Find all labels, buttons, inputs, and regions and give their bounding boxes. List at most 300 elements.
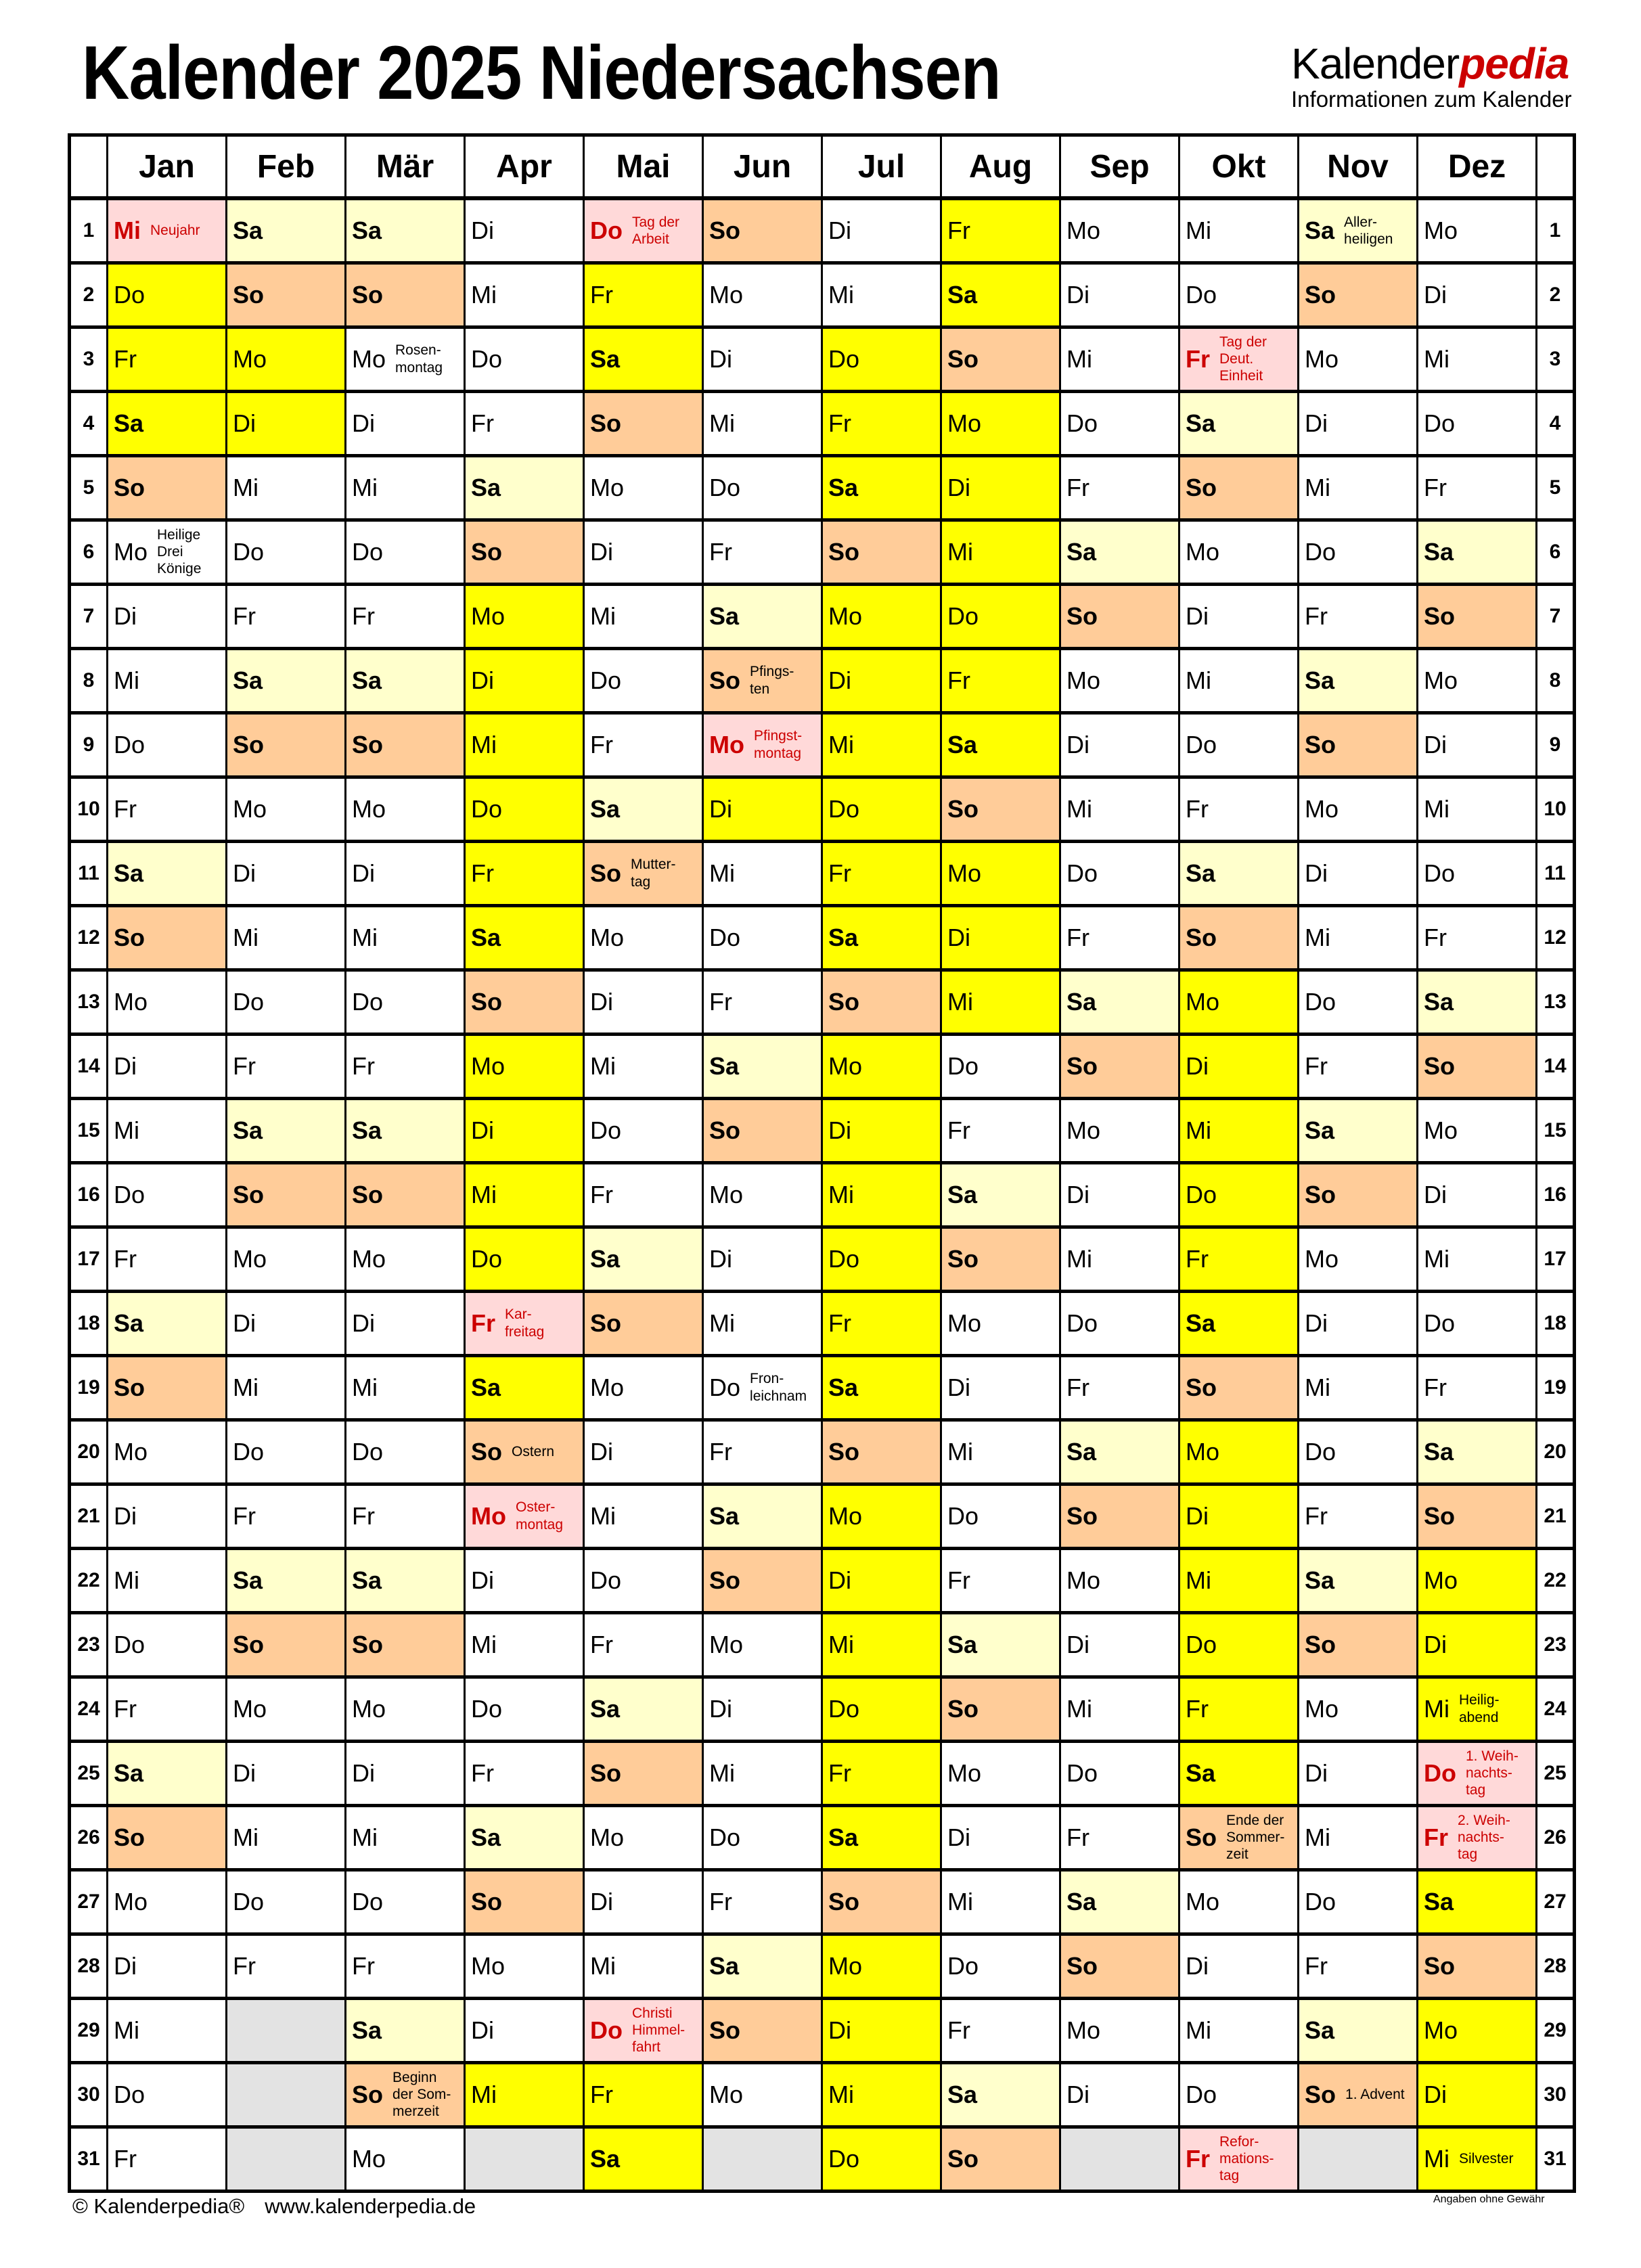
day-cell[interactable] [941,1098,1060,1162]
day-cell[interactable] [1060,2062,1179,2127]
day-cell[interactable] [1299,1098,1418,1162]
day-cell[interactable] [1179,777,1299,841]
day-cell[interactable] [346,2127,465,2191]
day-cell[interactable] [1299,1355,1418,1420]
day-cell[interactable] [703,198,822,263]
day-cell[interactable] [1299,455,1418,520]
day-cell[interactable] [1060,777,1179,841]
day-cell[interactable] [1179,841,1299,905]
day-cell[interactable] [465,1162,584,1227]
day-cell[interactable] [1179,327,1299,391]
day-cell[interactable] [584,327,703,391]
day-cell[interactable] [1299,905,1418,970]
day-cell[interactable] [1418,1227,1537,1291]
day-cell[interactable] [1179,1805,1299,1869]
day-cell[interactable] [1299,1034,1418,1098]
day-cell[interactable] [822,520,941,584]
day-cell[interactable] [1060,520,1179,584]
day-cell[interactable] [1299,648,1418,712]
day-cell[interactable] [703,584,822,648]
day-cell[interactable] [584,1227,703,1291]
day-cell[interactable] [465,712,584,777]
day-cell[interactable] [1179,648,1299,712]
day-cell[interactable] [1418,1805,1537,1869]
day-cell[interactable] [227,777,346,841]
day-cell[interactable] [346,198,465,263]
day-cell[interactable] [1179,1869,1299,1934]
day-cell[interactable] [1179,520,1299,584]
day-cell[interactable] [108,520,227,584]
day-cell[interactable] [703,1291,822,1355]
day-cell[interactable] [703,712,822,777]
day-cell[interactable] [346,1098,465,1162]
day-cell[interactable] [703,520,822,584]
day-cell[interactable] [941,1548,1060,1612]
day-cell[interactable] [1179,1741,1299,1805]
day-cell[interactable] [584,520,703,584]
day-cell[interactable] [1418,263,1537,327]
day-cell[interactable] [465,327,584,391]
day-cell[interactable] [941,1934,1060,1998]
day-cell[interactable] [346,1227,465,1291]
day-cell[interactable] [108,455,227,520]
day-cell[interactable] [941,1677,1060,1741]
day-cell[interactable] [1179,2127,1299,2191]
day-cell[interactable] [1418,1934,1537,1998]
day-cell[interactable] [584,1355,703,1420]
day-cell[interactable] [822,1484,941,1548]
day-cell[interactable] [465,1355,584,1420]
day-cell[interactable] [227,1805,346,1869]
day-cell[interactable] [108,841,227,905]
day-cell[interactable] [1299,1162,1418,1227]
day-cell[interactable] [465,1741,584,1805]
day-cell[interactable] [822,1355,941,1420]
day-cell[interactable] [1418,1869,1537,1934]
day-cell[interactable] [1299,712,1418,777]
day-cell[interactable] [465,263,584,327]
day-cell[interactable] [1179,391,1299,455]
day-cell[interactable] [703,1098,822,1162]
day-cell[interactable] [108,905,227,970]
day-cell[interactable] [1179,1098,1299,1162]
day-cell[interactable] [584,905,703,970]
day-cell[interactable] [108,712,227,777]
day-cell[interactable] [465,520,584,584]
day-cell[interactable] [1299,1677,1418,1741]
day-cell[interactable] [108,1998,227,2062]
day-cell[interactable] [941,391,1060,455]
day-cell[interactable] [941,1227,1060,1291]
day-cell[interactable] [108,2127,227,2191]
day-cell[interactable] [1418,905,1537,970]
day-cell[interactable] [584,198,703,263]
day-cell[interactable] [941,970,1060,1034]
day-cell[interactable] [584,1162,703,1227]
day-cell[interactable] [941,841,1060,905]
day-cell[interactable] [1179,2062,1299,2127]
day-cell[interactable] [703,2062,822,2127]
day-cell[interactable] [584,1805,703,1869]
day-cell[interactable] [822,777,941,841]
day-cell[interactable] [1179,1227,1299,1291]
day-cell[interactable] [584,1484,703,1548]
day-cell[interactable] [1418,841,1537,905]
day-cell[interactable] [822,2062,941,2127]
day-cell[interactable] [584,1998,703,2062]
day-cell[interactable] [703,1934,822,1998]
day-cell[interactable] [1418,198,1537,263]
day-cell[interactable] [584,1548,703,1612]
day-cell[interactable] [465,1420,584,1484]
day-cell[interactable] [584,970,703,1034]
day-cell[interactable] [584,1291,703,1355]
day-cell[interactable] [1299,1612,1418,1677]
day-cell[interactable] [703,1355,822,1420]
day-cell[interactable] [108,1548,227,1612]
day-cell[interactable] [346,327,465,391]
day-cell[interactable] [703,1805,822,1869]
day-cell[interactable] [465,1098,584,1162]
day-cell[interactable] [1418,327,1537,391]
day-cell[interactable] [1418,1998,1537,2062]
day-cell[interactable] [584,1741,703,1805]
day-cell[interactable] [465,970,584,1034]
day-cell[interactable] [1418,2127,1537,2191]
day-cell[interactable] [584,1934,703,1998]
day-cell[interactable] [941,1034,1060,1098]
day-cell[interactable] [465,584,584,648]
day-cell[interactable] [941,1162,1060,1227]
day-cell[interactable] [227,712,346,777]
day-cell[interactable] [227,263,346,327]
day-cell[interactable] [346,1805,465,1869]
day-cell[interactable] [108,1869,227,1934]
day-cell[interactable] [227,198,346,263]
day-cell[interactable] [941,1869,1060,1934]
day-cell[interactable] [1418,648,1537,712]
day-cell[interactable] [108,1098,227,1162]
day-cell[interactable] [346,1355,465,1420]
day-cell[interactable] [584,1612,703,1677]
day-cell[interactable] [822,905,941,970]
day-cell[interactable] [703,970,822,1034]
day-cell[interactable] [584,2127,703,2191]
day-cell[interactable] [1418,1162,1537,1227]
day-cell[interactable] [1179,905,1299,970]
day-cell[interactable] [1060,391,1179,455]
day-cell[interactable] [941,584,1060,648]
day-cell[interactable] [1060,1227,1179,1291]
day-cell[interactable] [227,1484,346,1548]
day-cell[interactable] [1060,1420,1179,1484]
day-cell[interactable] [1299,1741,1418,1805]
day-cell[interactable] [1179,1420,1299,1484]
day-cell[interactable] [1060,1034,1179,1098]
day-cell[interactable] [465,1291,584,1355]
day-cell[interactable] [108,1227,227,1291]
day-cell[interactable] [1299,391,1418,455]
day-cell[interactable] [584,391,703,455]
day-cell[interactable] [941,1291,1060,1355]
day-cell[interactable] [941,327,1060,391]
day-cell[interactable] [822,455,941,520]
day-cell[interactable] [703,905,822,970]
day-cell[interactable] [1179,1934,1299,1998]
day-cell[interactable] [1418,1420,1537,1484]
day-cell[interactable] [227,970,346,1034]
day-cell[interactable] [703,391,822,455]
day-cell[interactable] [822,1998,941,2062]
day-cell[interactable] [108,1677,227,1741]
day-cell[interactable] [465,1677,584,1741]
day-cell[interactable] [108,1420,227,1484]
day-cell[interactable] [465,2062,584,2127]
day-cell[interactable] [822,584,941,648]
day-cell[interactable] [822,1934,941,1998]
day-cell[interactable] [227,1227,346,1291]
day-cell[interactable] [346,1869,465,1934]
day-cell[interactable] [941,1612,1060,1677]
day-cell[interactable] [1418,1291,1537,1355]
day-cell[interactable] [703,1741,822,1805]
day-cell[interactable] [941,712,1060,777]
day-cell[interactable] [227,1162,346,1227]
day-cell[interactable] [1060,198,1179,263]
day-cell[interactable] [1060,263,1179,327]
day-cell[interactable] [822,1869,941,1934]
day-cell[interactable] [465,841,584,905]
day-cell[interactable] [346,970,465,1034]
day-cell[interactable] [941,905,1060,970]
day-cell[interactable] [227,648,346,712]
day-cell[interactable] [346,1162,465,1227]
day-cell[interactable] [703,1869,822,1934]
day-cell[interactable] [1418,1355,1537,1420]
day-cell[interactable] [1179,1034,1299,1098]
day-cell[interactable] [703,1227,822,1291]
day-cell[interactable] [346,520,465,584]
day-cell[interactable] [465,777,584,841]
day-cell[interactable] [703,327,822,391]
day-cell[interactable] [108,777,227,841]
day-cell[interactable] [584,263,703,327]
day-cell[interactable] [584,1869,703,1934]
day-cell[interactable] [703,1484,822,1548]
day-cell[interactable] [1179,1998,1299,2062]
day-cell[interactable] [227,584,346,648]
day-cell[interactable] [1060,455,1179,520]
day-cell[interactable] [1299,1998,1418,2062]
day-cell[interactable] [346,455,465,520]
day-cell[interactable] [1418,777,1537,841]
day-cell[interactable] [346,1612,465,1677]
day-cell[interactable] [941,1805,1060,1869]
day-cell[interactable] [227,1034,346,1098]
day-cell[interactable] [1418,1098,1537,1162]
day-cell[interactable] [941,1741,1060,1805]
day-cell[interactable] [941,1998,1060,2062]
day-cell[interactable] [1179,970,1299,1034]
day-cell[interactable] [1060,327,1179,391]
day-cell[interactable] [346,263,465,327]
day-cell[interactable] [1179,1291,1299,1355]
day-cell[interactable] [822,1162,941,1227]
day-cell[interactable] [1179,198,1299,263]
day-cell[interactable] [1299,1291,1418,1355]
day-cell[interactable] [822,648,941,712]
day-cell[interactable] [346,712,465,777]
day-cell[interactable] [941,455,1060,520]
day-cell[interactable] [1418,391,1537,455]
day-cell[interactable] [1060,1484,1179,1548]
day-cell[interactable] [822,841,941,905]
day-cell[interactable] [1060,841,1179,905]
day-cell[interactable] [227,1612,346,1677]
day-cell[interactable] [822,1741,941,1805]
day-cell[interactable] [1179,455,1299,520]
day-cell[interactable] [1299,2062,1418,2127]
day-cell[interactable] [1179,1548,1299,1612]
day-cell[interactable] [822,391,941,455]
day-cell[interactable] [1299,520,1418,584]
day-cell[interactable] [1060,1677,1179,1741]
day-cell[interactable] [1299,970,1418,1034]
day-cell[interactable] [108,1291,227,1355]
day-cell[interactable] [1418,584,1537,648]
day-cell[interactable] [703,455,822,520]
day-cell[interactable] [822,1805,941,1869]
day-cell[interactable] [465,1548,584,1612]
day-cell[interactable] [584,841,703,905]
day-cell[interactable] [346,905,465,970]
day-cell[interactable] [465,1805,584,1869]
day-cell[interactable] [1418,1741,1537,1805]
day-cell[interactable] [465,1934,584,1998]
day-cell[interactable] [822,198,941,263]
day-cell[interactable] [941,2127,1060,2191]
day-cell[interactable] [584,1677,703,1741]
day-cell[interactable] [346,1998,465,2062]
day-cell[interactable] [941,520,1060,584]
day-cell[interactable] [1418,455,1537,520]
day-cell[interactable] [465,905,584,970]
day-cell[interactable] [227,1355,346,1420]
day-cell[interactable] [1418,1484,1537,1548]
day-cell[interactable] [227,455,346,520]
day-cell[interactable] [1060,1098,1179,1162]
day-cell[interactable] [227,1869,346,1934]
day-cell[interactable] [1299,1420,1418,1484]
day-cell[interactable] [465,198,584,263]
day-cell[interactable] [584,712,703,777]
day-cell[interactable] [1299,327,1418,391]
day-cell[interactable] [1060,1355,1179,1420]
day-cell[interactable] [941,1355,1060,1420]
day-cell[interactable] [108,1355,227,1420]
day-cell[interactable] [822,1677,941,1741]
day-cell[interactable] [1060,1548,1179,1612]
day-cell[interactable] [1418,1034,1537,1098]
day-cell[interactable] [941,1484,1060,1548]
day-cell[interactable] [1299,1869,1418,1934]
day-cell[interactable] [108,1484,227,1548]
day-cell[interactable] [703,1034,822,1098]
day-cell[interactable] [703,1548,822,1612]
day-cell[interactable] [703,1420,822,1484]
day-cell[interactable] [108,1934,227,1998]
day-cell[interactable] [703,841,822,905]
day-cell[interactable] [465,391,584,455]
day-cell[interactable] [465,1612,584,1677]
day-cell[interactable] [703,1998,822,2062]
day-cell[interactable] [227,905,346,970]
day-cell[interactable] [1060,1805,1179,1869]
day-cell[interactable] [227,1291,346,1355]
day-cell[interactable] [1299,1548,1418,1612]
day-cell[interactable] [584,777,703,841]
day-cell[interactable] [465,1484,584,1548]
day-cell[interactable] [346,1741,465,1805]
day-cell[interactable] [108,263,227,327]
day-cell[interactable] [465,1227,584,1291]
day-cell[interactable] [227,841,346,905]
day-cell[interactable] [1299,1484,1418,1548]
website-link[interactable]: www.kalenderpedia.de [265,2194,476,2218]
day-cell[interactable] [346,584,465,648]
day-cell[interactable] [1418,520,1537,584]
day-cell[interactable] [1060,648,1179,712]
day-cell[interactable] [346,1484,465,1548]
day-cell[interactable] [703,1612,822,1677]
day-cell[interactable] [108,327,227,391]
day-cell[interactable] [346,1677,465,1741]
day-cell[interactable] [822,1548,941,1612]
day-cell[interactable] [1299,1805,1418,1869]
day-cell[interactable] [1299,263,1418,327]
day-cell[interactable] [465,648,584,712]
day-cell[interactable] [1179,1677,1299,1741]
day-cell[interactable] [703,777,822,841]
day-cell[interactable] [346,841,465,905]
day-cell[interactable] [346,1420,465,1484]
day-cell[interactable] [1179,1162,1299,1227]
day-cell[interactable] [822,1034,941,1098]
day-cell[interactable] [703,1162,822,1227]
day-cell[interactable] [822,712,941,777]
day-cell[interactable] [822,970,941,1034]
day-cell[interactable] [1179,1355,1299,1420]
day-cell[interactable] [346,2062,465,2127]
day-cell[interactable] [584,455,703,520]
day-cell[interactable] [1299,777,1418,841]
day-cell[interactable] [346,1548,465,1612]
day-cell[interactable] [346,777,465,841]
day-cell[interactable] [1060,712,1179,777]
day-cell[interactable] [1418,970,1537,1034]
day-cell[interactable] [108,391,227,455]
day-cell[interactable] [1060,1934,1179,1998]
day-cell[interactable] [346,391,465,455]
day-cell[interactable] [1179,1484,1299,1548]
day-cell[interactable] [1060,584,1179,648]
day-cell[interactable] [1060,905,1179,970]
day-cell[interactable] [227,1934,346,1998]
day-cell[interactable] [1418,1677,1537,1741]
kalenderpedia-logo[interactable] [1291,39,1572,112]
day-cell[interactable] [822,1612,941,1677]
day-cell[interactable] [465,455,584,520]
